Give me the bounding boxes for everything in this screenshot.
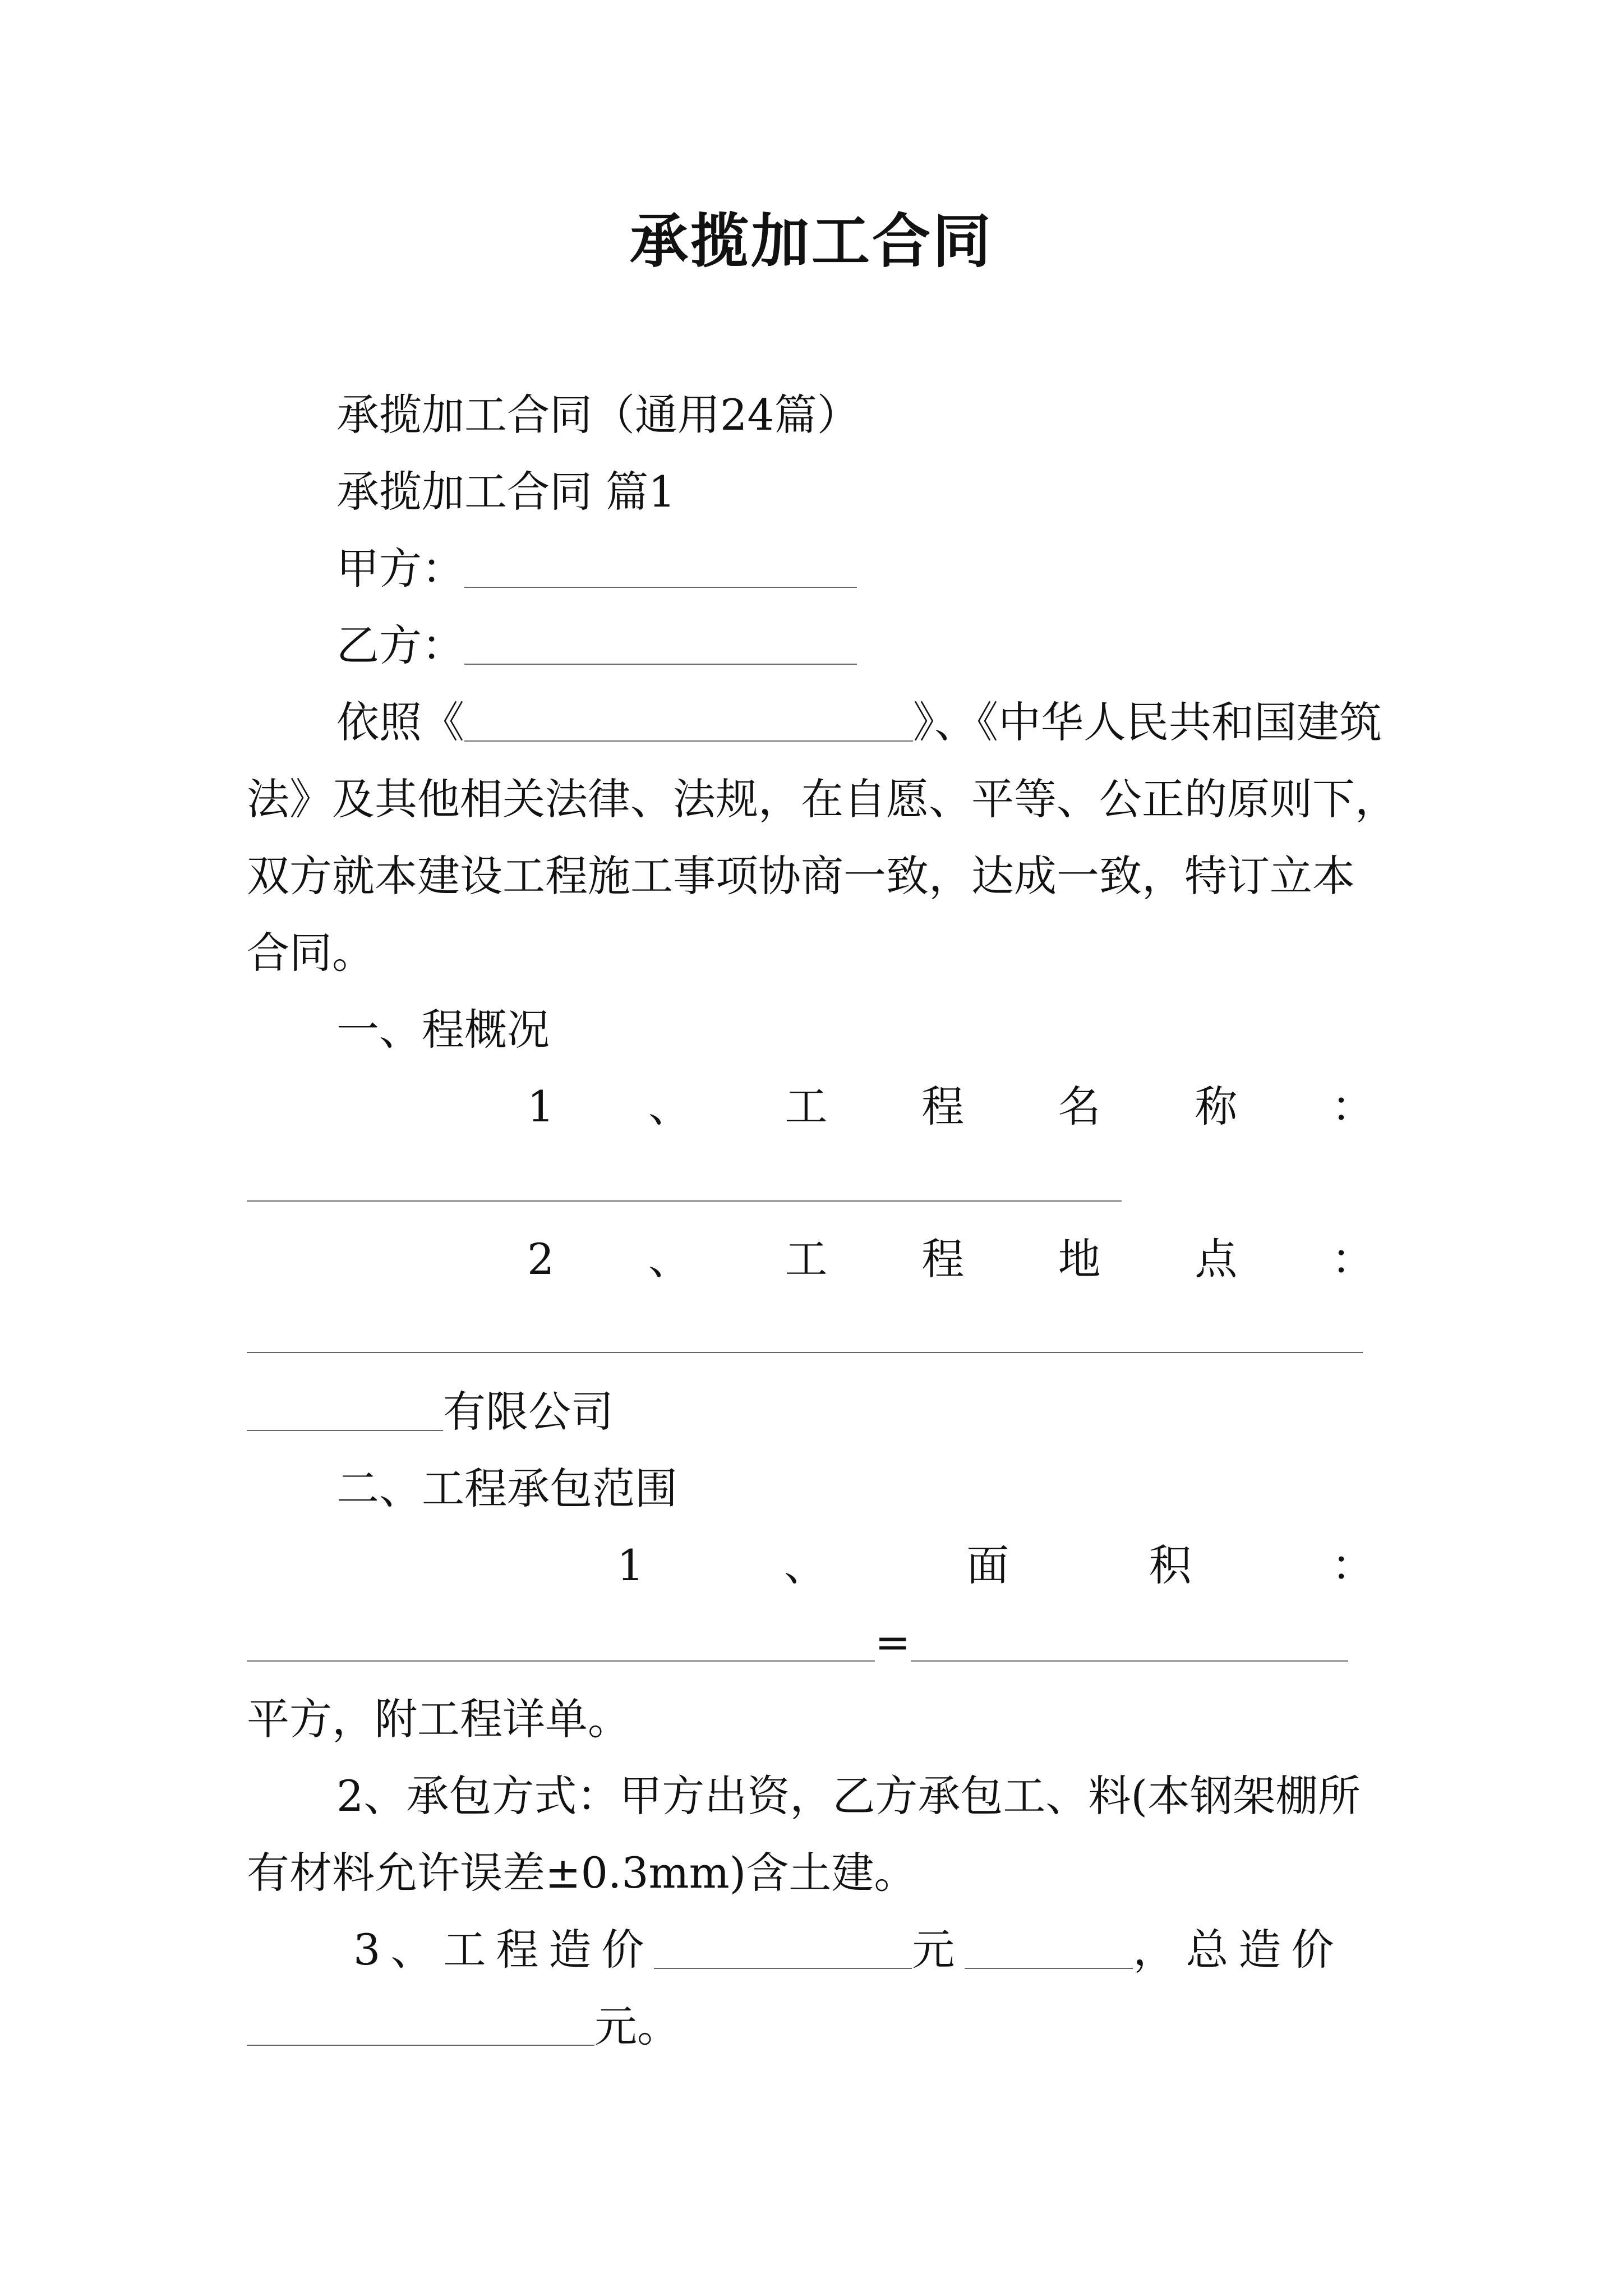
item1-char: ： <box>1331 1082 1374 1131</box>
party-b-blank <box>464 624 857 665</box>
item1-char: 程 <box>921 1082 965 1131</box>
unit-blank <box>965 1929 1133 1969</box>
contract-method-line1: 2、承包方式：甲方出资，乙方承包工、料(本钢架棚所 <box>336 1771 1361 1821</box>
area-equals: = <box>875 1617 911 1667</box>
unit-price-blank <box>654 1929 912 1969</box>
item2-char: ： <box>1331 1234 1374 1284</box>
heading-1: 一、程概况 <box>336 1005 550 1055</box>
para1-line4: 合同。 <box>247 928 375 978</box>
item2-char: 工 <box>785 1234 828 1284</box>
item1-char: 1 <box>527 1082 555 1131</box>
item1-char: 名 <box>1058 1082 1101 1131</box>
area-label <box>617 1535 1374 1596</box>
party-a-label: 甲方： <box>336 544 464 593</box>
item1-char: 、 <box>648 1082 691 1131</box>
page-title: 承揽加工合同 <box>629 206 993 275</box>
company-row <box>247 1381 1385 1443</box>
item1-char: 称 <box>1195 1082 1238 1131</box>
heading-2: 二、工程承包范围 <box>336 1464 677 1513</box>
price-yuan-2: 元。 <box>594 2001 680 2051</box>
area-char: 积 <box>1149 1540 1192 1590</box>
law-name-blank <box>464 701 913 742</box>
price-row <box>353 1919 1380 1981</box>
area-blank-2 <box>911 1621 1348 1662</box>
item1-char: 工 <box>785 1082 828 1131</box>
item2-char: 点 <box>1195 1234 1238 1284</box>
para1-prefix: 依照《 <box>336 697 464 747</box>
area-tail: 平方，附工程详单。 <box>247 1694 630 1744</box>
para1-suffix: 》、《中华人民共和国建筑 <box>913 697 1382 747</box>
price-total-label: ，总造价 <box>1133 1925 1344 1975</box>
price-prefix: 3、工程造价 <box>353 1925 654 1975</box>
area-char: 1 <box>617 1540 644 1590</box>
price-yuan-1: 元 <box>912 1925 965 1975</box>
area-blank-1 <box>247 1621 875 1662</box>
para1-line2: 法》及其他相关法律、法规，在自愿、平等、公正的原则下， <box>247 774 1398 824</box>
area-formula-row <box>247 1612 1385 1673</box>
subtitle: 承揽加工合同（通用24篇） <box>336 390 860 440</box>
item2-char: 地 <box>1058 1234 1101 1284</box>
party-a-blank <box>464 547 857 588</box>
section-title: 承揽加工合同 篇1 <box>336 467 676 517</box>
item2-char: 程 <box>921 1234 965 1284</box>
para1-line3: 双方就本建设工程施工事项协商一致，达成一致，特订立本 <box>247 851 1355 901</box>
item1-label <box>527 1076 1374 1138</box>
area-char: 、 <box>783 1540 827 1590</box>
item2-char: 、 <box>648 1234 691 1284</box>
party-a-row <box>336 538 1475 600</box>
contract-method-line2: 有材料允许误差±0.3mm)含土建。 <box>247 1848 917 1898</box>
party-b-label: 乙方： <box>336 620 464 670</box>
company-blank <box>247 1391 443 1431</box>
para1-line1 <box>336 692 1385 753</box>
area-char: ： <box>1331 1540 1374 1590</box>
item2-label <box>527 1228 1374 1290</box>
total-price-row <box>247 1996 1385 2058</box>
area-char: 面 <box>966 1540 1009 1590</box>
item2-blank <box>247 1352 1363 1353</box>
party-b-row <box>336 615 1475 677</box>
company-suffix: 有限公司 <box>443 1387 614 1437</box>
item2-char: 2 <box>527 1234 555 1284</box>
total-price-blank <box>247 2005 594 2046</box>
item1-blank <box>247 1200 1122 1202</box>
